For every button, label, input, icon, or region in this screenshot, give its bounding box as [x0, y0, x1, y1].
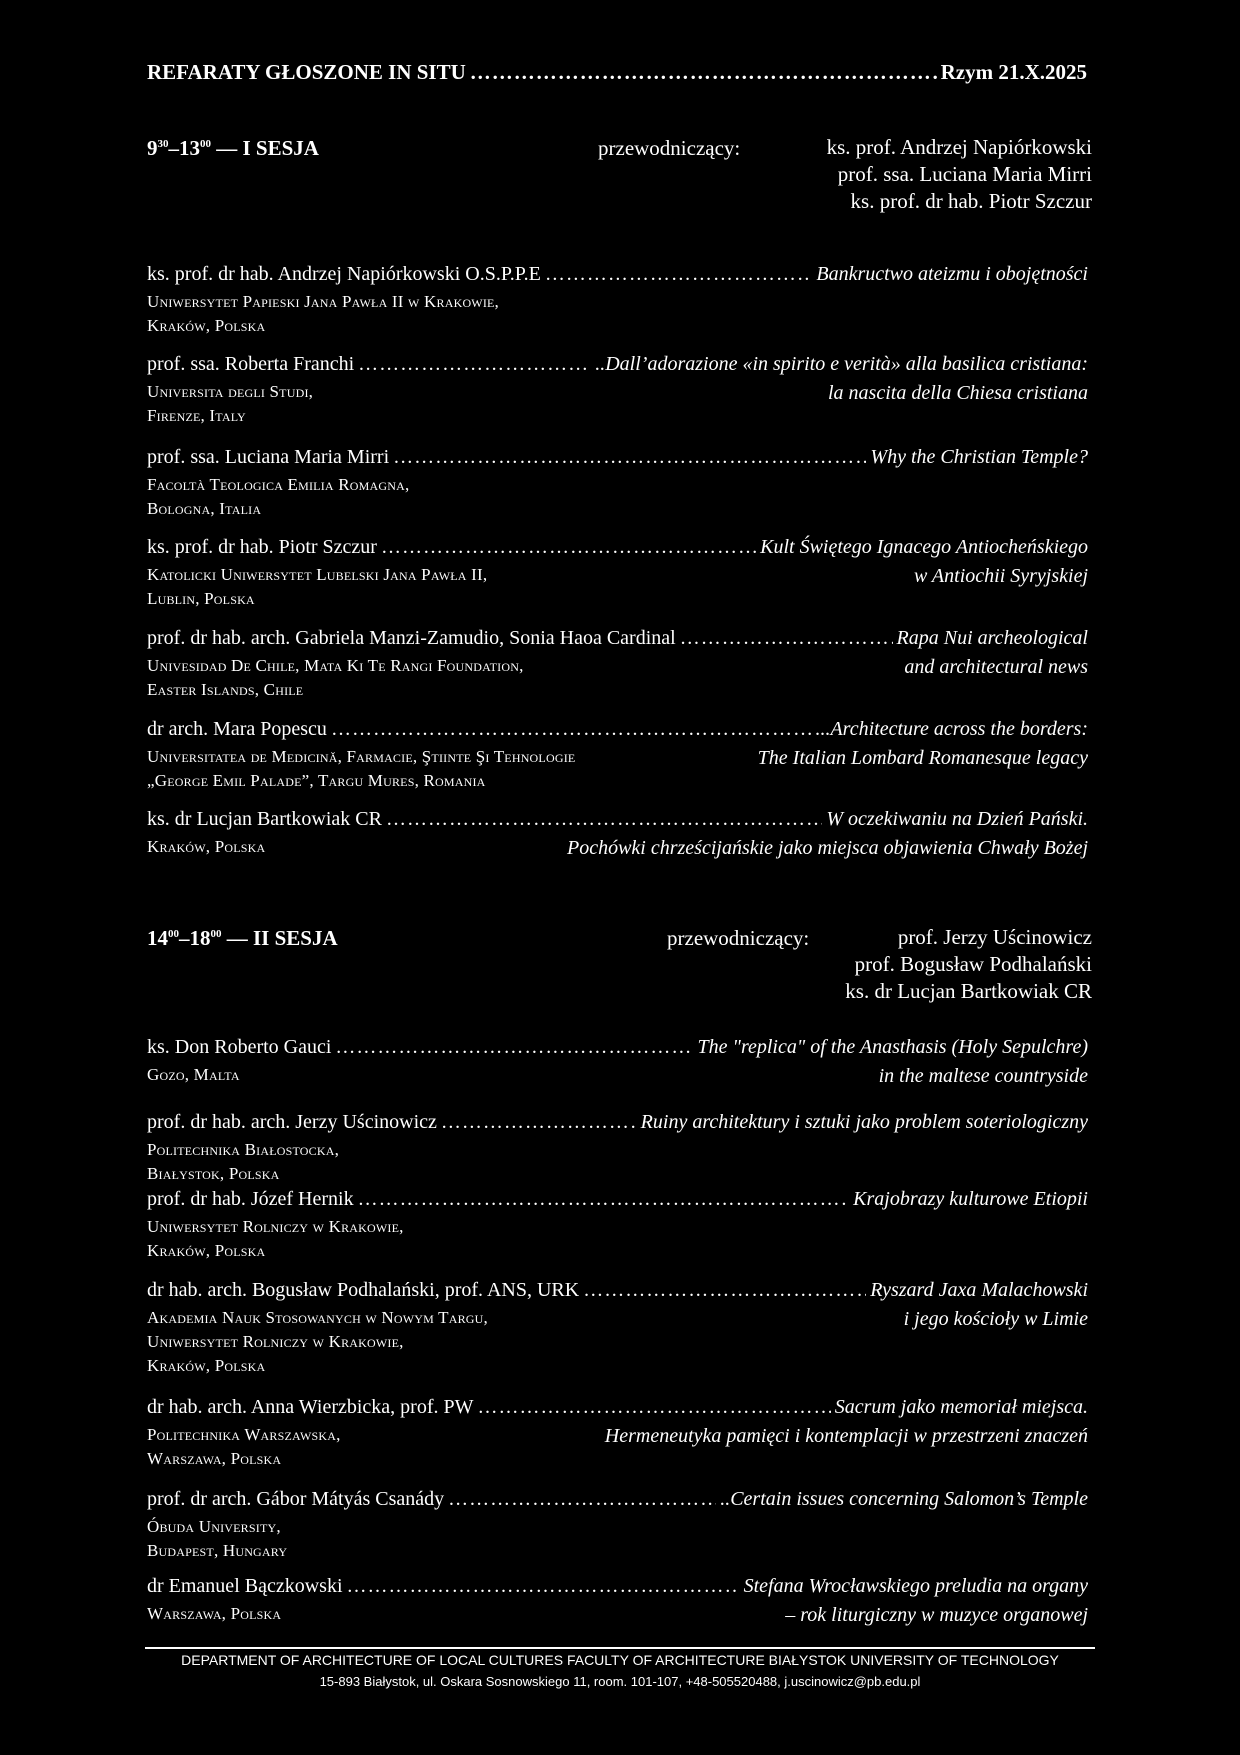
- speaker-name: dr arch. Mara Popescu: [147, 718, 327, 740]
- affiliation-line: Politechnika Białostocka,: [147, 1140, 340, 1159]
- talk-title: Stefana Wrocławskiego preludia na organy: [743, 1575, 1088, 1597]
- affiliation-line: Warszawa, Polska: [147, 1449, 282, 1468]
- talk-entry: [147, 1188, 1088, 1263]
- speaker-name: ks. Don Roberto Gauci: [147, 1036, 332, 1058]
- talk-title: Ryszard Jaxa Malachowski: [870, 1279, 1088, 1301]
- talk-entry: [147, 536, 1088, 611]
- affiliation-line: Budapest, Hungary: [147, 1541, 288, 1560]
- speaker-name: prof. dr hab. arch. Gabriela Manzi-Zamudio, Sonia Haoa Cardinal: [147, 627, 676, 649]
- leader-dots: [335, 1036, 693, 1059]
- affiliation-line: Bologna, Italia: [147, 499, 262, 518]
- talk-title: ..Certain issues concerning Salomon’s Temple: [720, 1488, 1088, 1510]
- talk-entry: [147, 1111, 1088, 1186]
- talk-entry: [147, 1488, 1088, 1563]
- talk-title-continued: i jego kościoły w Limie: [903, 1308, 1088, 1330]
- header-leader-dots: [470, 60, 937, 85]
- affiliation-line: Firenze, Italy: [147, 406, 246, 425]
- leader-dots: [347, 1575, 740, 1598]
- talk-entry: [147, 1279, 1088, 1378]
- affiliation-line: Univesidad De Chile, Mata Ki Te Rangi Foundation,: [147, 656, 524, 675]
- talk-title: Rapa Nui archeological: [896, 627, 1088, 649]
- session-2-title: $14^{00}-18^{00}$ — II SESJA: [147, 926, 338, 950]
- leader-dots: [477, 1396, 830, 1419]
- talk-title-continued: and architectural news: [904, 656, 1088, 678]
- speaker-name: prof. dr hab. arch. Jerzy Uścinowicz: [147, 1111, 437, 1133]
- talk-entry: [147, 353, 1088, 428]
- talk-title: Sacrum jako memoriał miejsca.: [834, 1396, 1088, 1418]
- talk-entry: [147, 627, 1088, 702]
- footer-department: DEPARTMENT OF ARCHITECTURE OF LOCAL CULTURES FACULTY OF ARCHITECTURE BIAŁYSTOK UNIVERSITY OF TECHNOLOGY: [181, 1652, 1059, 1668]
- footer-address: 15-893 Białystok, ul. Oskara Sosnowskiego 11, room. 101-107, +48-505520488, j.uscinowicz@pb.edu.pl: [319, 1674, 921, 1689]
- affiliation-line: Kraków, Polska: [147, 1356, 266, 1375]
- talk-title: Why the Christian Temple?: [870, 446, 1088, 468]
- talk-title: Bankructwo ateizmu i obojętności: [816, 263, 1088, 285]
- affiliation-line: Gozo, Malta: [147, 1065, 240, 1084]
- talk-entry: [147, 718, 1088, 793]
- affiliation-line: Uniwersytet Papieski Jana Pawła II w Krakowie,: [147, 292, 500, 311]
- affiliation-line: Akademia Nauk Stosowanych w Nowym Targu,: [147, 1308, 488, 1327]
- talk-title: ...Architecture across the borders:: [815, 718, 1088, 740]
- leader-dots: [680, 627, 893, 650]
- header-title: REFARATY GŁOSZONE IN SITU: [147, 60, 466, 84]
- talk-title-continued: w Antiochii Syryjskiej: [913, 565, 1088, 587]
- speaker-name: prof. ssa. Luciana Maria Mirri: [147, 446, 390, 468]
- talk-entry: [147, 1396, 1088, 1471]
- talk-title-continued: Pochówki chrześcijańskie jako miejsca objawienia Chwały Bożej: [566, 837, 1088, 859]
- affiliation-line: Warszawa, Polska: [147, 1604, 282, 1623]
- affiliation-line: Universitatea de Medicină, Farmacie, Ştiinte Şi Tehnologie: [147, 747, 576, 766]
- speaker-name: prof. dr arch. Gábor Mátyás Csanády: [147, 1488, 445, 1510]
- speaker-name: ks. prof. dr hab. Andrzej Napiórkowski O.S.P.P.E: [147, 263, 541, 285]
- session-2-chairs: prof. Jerzy Uścinowicz prof. Bogusław Podhalański ks. dr Lucjan Bartkowiak CR: [845, 925, 1092, 1003]
- talk-entry: [147, 808, 1088, 859]
- talk-title: Krajobrazy kulturowe Etiopii: [853, 1188, 1088, 1210]
- talk-entry: [147, 446, 1088, 521]
- leader-dots: [393, 446, 866, 469]
- affiliation-line: Facoltà Teologica Emilia Romagna,: [147, 475, 410, 494]
- leader-dots: [386, 808, 822, 831]
- talk-title-continued: – rok liturgiczny w muzyce organowej: [785, 1604, 1088, 1626]
- leader-dots: [448, 1488, 716, 1511]
- affiliation-line: Uniwersytet Rolniczy w Krakowie,: [147, 1332, 404, 1351]
- affiliation-line: Kraków, Polska: [147, 316, 266, 335]
- talk-title-continued: la nascita della Chiesa cristiana: [828, 382, 1088, 404]
- leader-dots: [331, 718, 812, 741]
- speaker-name: prof. dr hab. Józef Hernik: [147, 1188, 354, 1210]
- talk-entry: [147, 1575, 1088, 1626]
- footer-rule: [145, 1647, 1095, 1649]
- speaker-name: dr Emanuel Bączkowski: [147, 1575, 343, 1597]
- session-1-chair-label: przewodniczący:: [598, 136, 741, 160]
- header-date: Rzym 21.X.2025: [940, 60, 1087, 84]
- affiliation-line: Katolicki Uniwersytet Lubelski Jana Pawła II,: [147, 565, 488, 584]
- talk-title: Kult Świętego Ignacego Antiocheńskiego: [760, 536, 1088, 558]
- affiliation-line: Uniwersytet Rolniczy w Krakowie,: [147, 1217, 404, 1236]
- talk-title: The "replica" of the Anasthasis (Holy Sepulchre): [697, 1036, 1088, 1058]
- talk-title-continued: The Italian Lombard Romanesque legacy: [757, 747, 1088, 769]
- affiliation-line: Kraków, Polska: [147, 837, 266, 856]
- affiliation-line: Óbuda University,: [147, 1517, 281, 1536]
- talk-title: Ruiny architektury i sztuki jako problem soteriologiczny: [640, 1111, 1088, 1133]
- speaker-name: ks. prof. dr hab. Piotr Szczur: [147, 536, 377, 558]
- speaker-name: ks. dr Lucjan Bartkowiak CR: [147, 808, 382, 830]
- leader-dots: [381, 536, 756, 559]
- affiliation-line: Kraków, Polska: [147, 1241, 266, 1260]
- affiliation-line: Lublin, Polska: [147, 589, 255, 608]
- leader-dots: [545, 263, 812, 286]
- affiliation-line: „George Emil Palade”, Targu Mures, Romania: [147, 771, 486, 790]
- leader-dots: [358, 1188, 850, 1211]
- page-header: [147, 60, 1087, 85]
- affiliation-line: Białystok, Polska: [147, 1164, 280, 1183]
- speaker-name: dr hab. arch. Anna Wierzbicka, prof. PW: [147, 1396, 474, 1418]
- talk-title: W oczekiwaniu na Dzień Pański.: [826, 808, 1088, 830]
- talk-entry: [147, 263, 1088, 338]
- session-1-title: $9^{30}-13^{00}$ — I SESJA: [147, 136, 319, 160]
- affiliation-line: Universita degli Studi,: [147, 382, 314, 401]
- speaker-name: dr hab. arch. Bogusław Podhalański, prof. ANS, URK: [147, 1279, 580, 1301]
- leader-dots: [583, 1279, 866, 1302]
- speaker-name: prof. ssa. Roberta Franchi: [147, 353, 355, 375]
- talk-entry: [147, 1036, 1088, 1087]
- talk-title: ..Dall’adorazione «in spirito e verità» alla basilica cristiana:: [595, 353, 1088, 375]
- affiliation-line: Easter Islands, Chile: [147, 680, 304, 699]
- talk-title-continued: in the maltese countryside: [878, 1065, 1088, 1087]
- leader-dots: [358, 353, 591, 376]
- session-1-chairs: ks. prof. Andrzej Napiórkowski prof. ssa. Luciana Maria Mirri ks. prof. dr hab. Piotr Szczur: [826, 135, 1092, 213]
- session-2-chair-label: przewodniczący:: [667, 926, 810, 950]
- affiliation-line: Politechnika Warszawska,: [147, 1425, 341, 1444]
- talk-title-continued: Hermeneutyka pamięci i kontemplacji w przestrzeni znaczeń: [604, 1425, 1088, 1447]
- leader-dots: [441, 1111, 637, 1134]
